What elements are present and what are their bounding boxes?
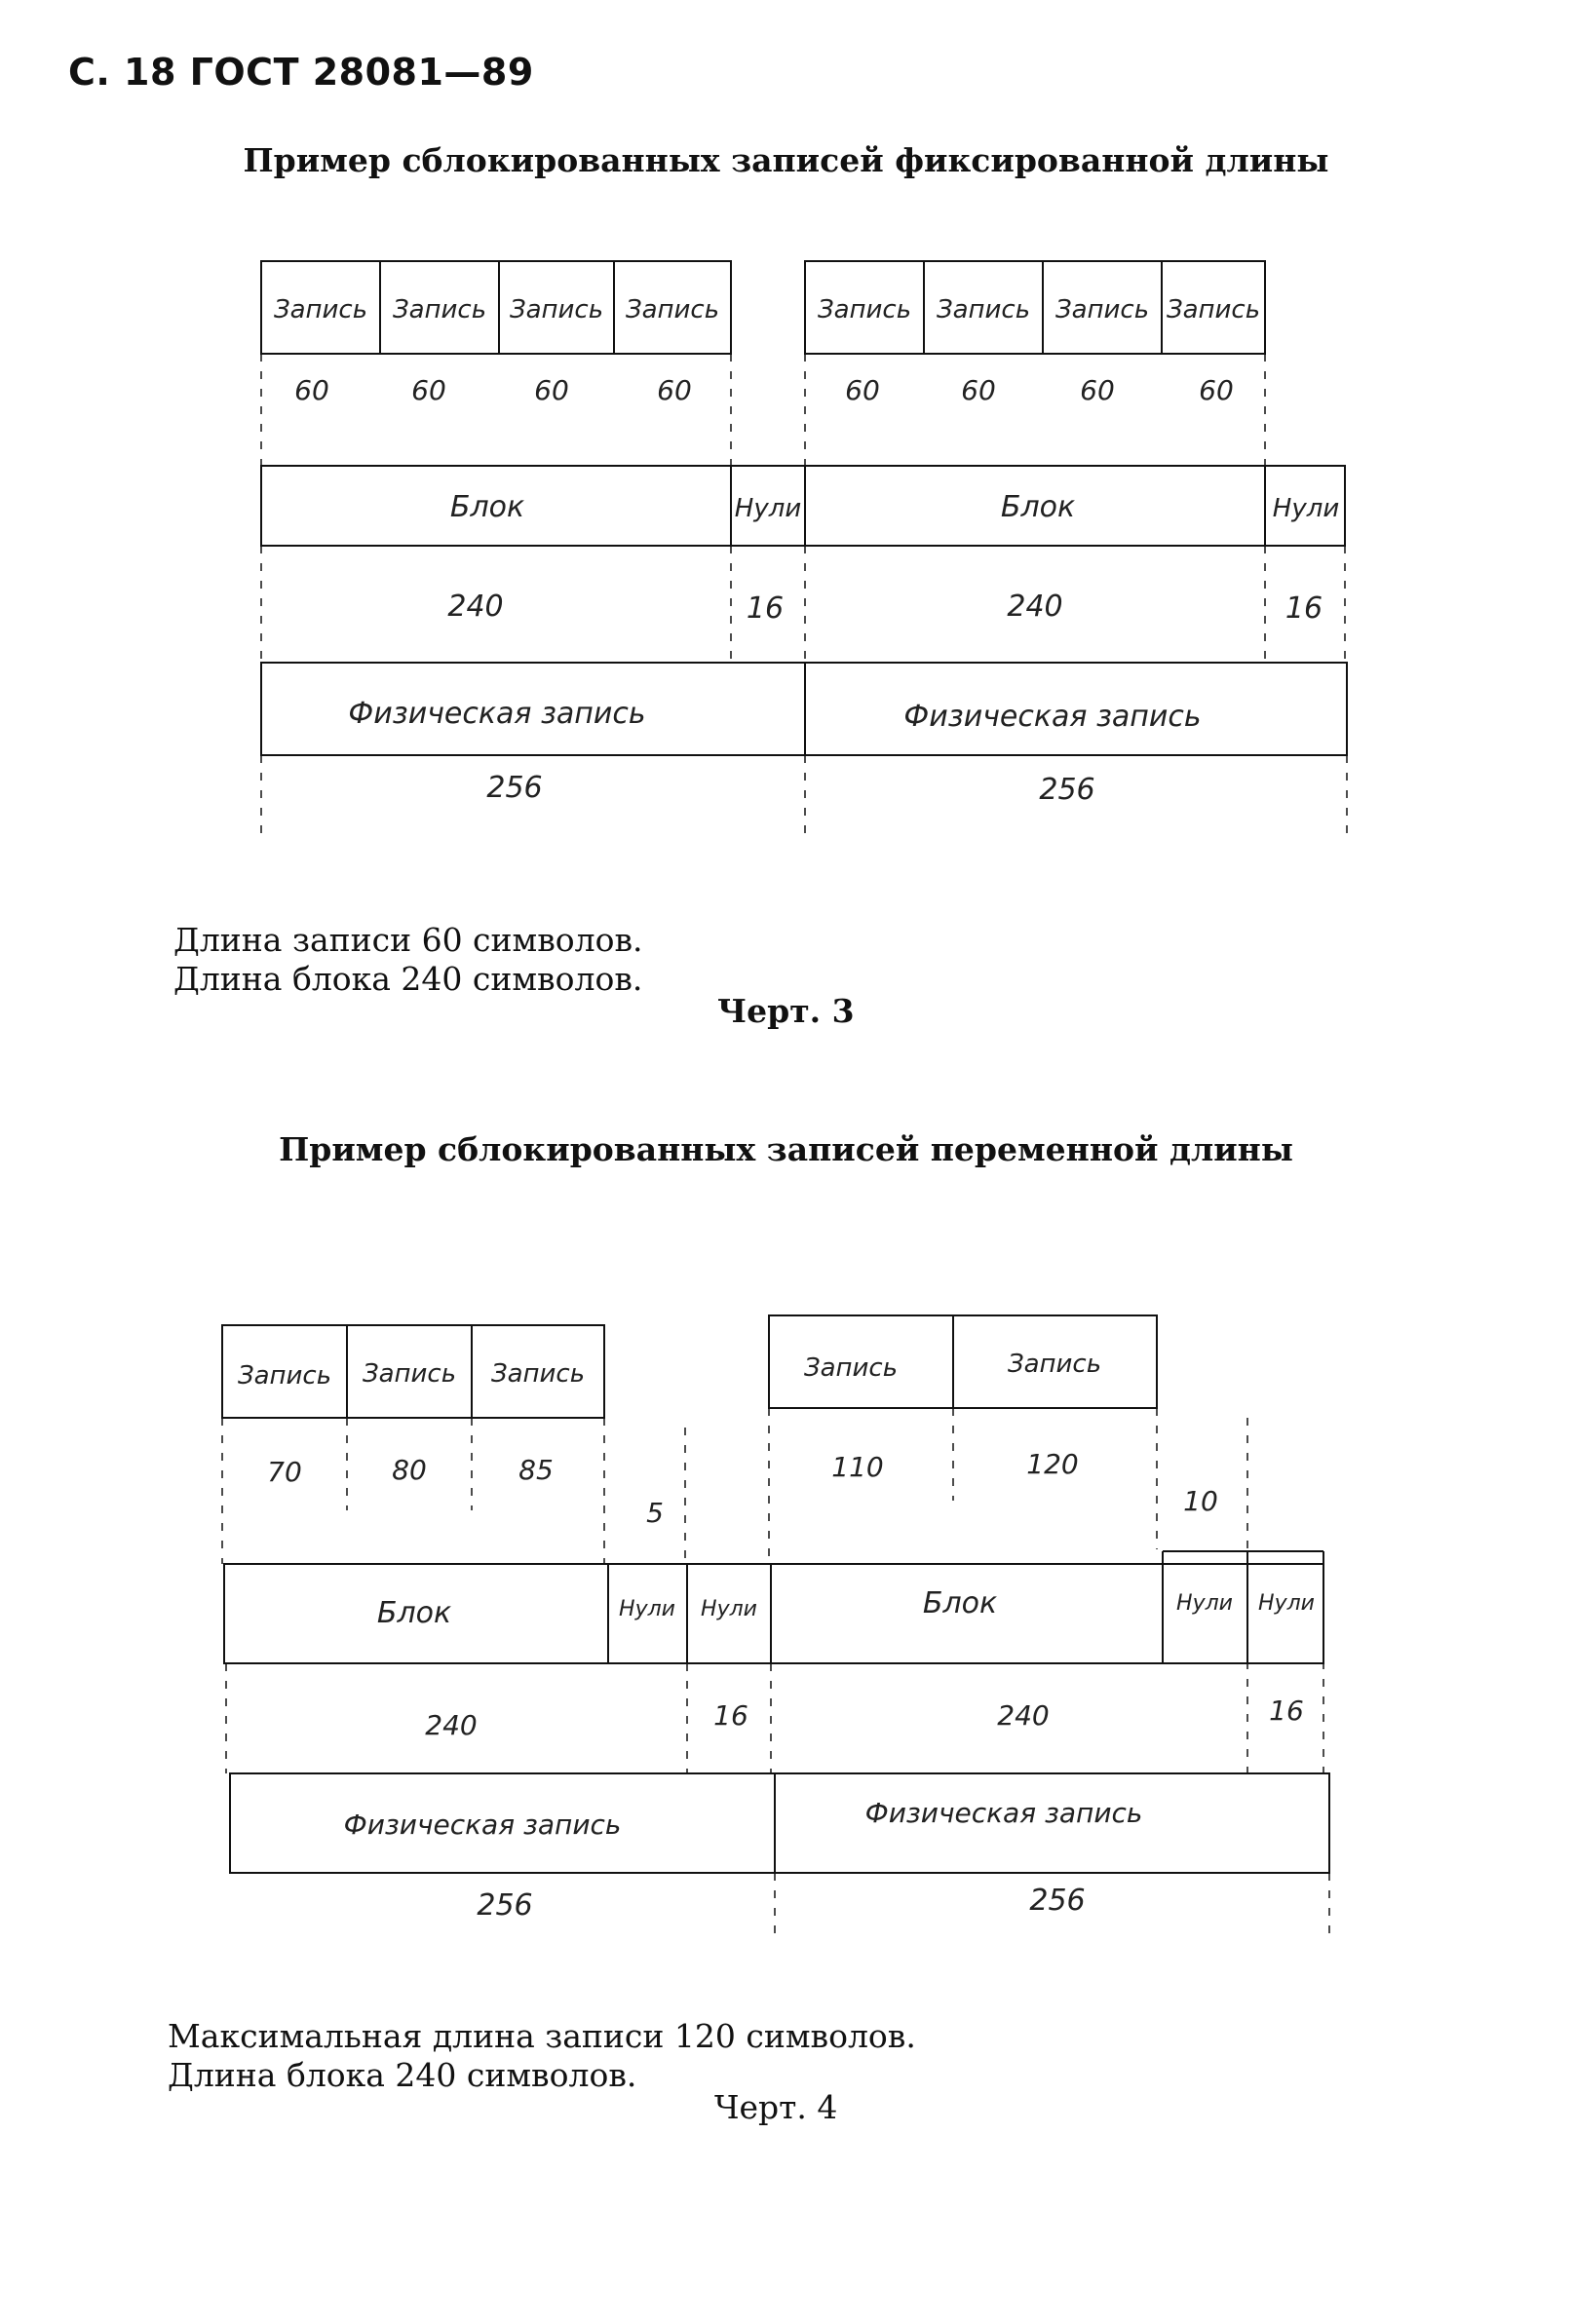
note-line: Длина блока 240 символов. xyxy=(173,960,643,998)
block-length: 240 xyxy=(425,1709,478,1741)
section2-title: Пример сблокированных записей переменной длины xyxy=(279,1130,1293,1168)
block-label: Блок xyxy=(922,1586,998,1620)
fixed-length-diagram xyxy=(0,0,1572,877)
record-label: Запись xyxy=(392,295,487,324)
block-length: 240 xyxy=(447,590,504,624)
record-length: 70 xyxy=(267,1456,302,1488)
record-label: Запись xyxy=(1054,295,1150,324)
nulls-label: Нули xyxy=(619,1597,675,1621)
nulls-label: Нули xyxy=(734,494,802,523)
physical-record-label: Физическая запись xyxy=(903,700,1202,734)
record-label: Запись xyxy=(1007,1350,1102,1379)
note-line: Длина записи 60 символов. xyxy=(173,921,643,959)
record-label: Запись xyxy=(625,295,720,324)
record-length: 60 xyxy=(411,374,446,406)
physical-record-label: Физическая запись xyxy=(348,697,646,731)
physical-length: 256 xyxy=(486,771,543,805)
block-label: Блок xyxy=(449,490,525,524)
record-length: 60 xyxy=(534,374,569,406)
record-length: 60 xyxy=(961,374,996,406)
physical-length: 256 xyxy=(1039,773,1095,807)
record-label: Запись xyxy=(817,295,912,324)
gap-length: 5 xyxy=(646,1497,664,1529)
page-header: С. 18 ГОСТ 28081—89 xyxy=(68,51,534,94)
record-length: 60 xyxy=(294,374,329,406)
record-length: 110 xyxy=(831,1451,884,1483)
physical-length: 256 xyxy=(477,1888,533,1923)
record-length: 60 xyxy=(657,374,692,406)
record-length: 60 xyxy=(845,374,880,406)
record-length: 85 xyxy=(518,1454,554,1486)
record-label: Запись xyxy=(237,1361,332,1391)
nulls-length: 16 xyxy=(1269,1695,1304,1727)
physical-length: 256 xyxy=(1029,1884,1086,1918)
nulls-label: Нули xyxy=(701,1597,757,1621)
nulls-label: Нули xyxy=(1176,1591,1233,1616)
block-length: 240 xyxy=(997,1699,1050,1732)
gap-length: 10 xyxy=(1183,1485,1218,1517)
record-length: 60 xyxy=(1199,374,1234,406)
section1-notes xyxy=(173,921,643,999)
figure-caption: Черт. 3 xyxy=(717,992,855,1030)
record-label: Запись xyxy=(509,295,604,324)
nulls-label: Нули xyxy=(1258,1591,1315,1616)
record-label: Запись xyxy=(1166,295,1261,324)
note-line: Максимальная длина записи 120 символов. xyxy=(168,2017,916,2055)
variable-length-diagram xyxy=(0,1267,1572,1968)
nulls-label: Нули xyxy=(1272,494,1340,523)
record-length: 80 xyxy=(392,1454,427,1486)
physical-record-label: Физическая запись xyxy=(343,1809,622,1841)
figure-caption: Черт. 4 xyxy=(714,2088,838,2126)
nulls-length: 16 xyxy=(713,1699,748,1732)
nulls-length: 16 xyxy=(746,591,785,626)
record-label: Запись xyxy=(803,1353,899,1383)
nulls-length: 16 xyxy=(1284,591,1323,626)
record-label: Запись xyxy=(273,295,368,324)
record-length: 60 xyxy=(1080,374,1115,406)
record-label: Запись xyxy=(490,1359,586,1389)
section2-notes xyxy=(168,2017,916,2095)
record-label: Запись xyxy=(362,1359,457,1389)
block-label: Блок xyxy=(376,1596,452,1630)
block-label: Блок xyxy=(1000,490,1076,524)
block-row-frame xyxy=(261,466,1345,546)
physical-record-label: Физическая запись xyxy=(864,1797,1143,1829)
section1-title: Пример сблокированных записей фиксированной длины xyxy=(243,141,1329,179)
record-length: 120 xyxy=(1026,1448,1079,1480)
record-label: Запись xyxy=(936,295,1031,324)
note-line: Длина блока 240 символов. xyxy=(168,2056,637,2094)
block-length: 240 xyxy=(1007,590,1063,624)
